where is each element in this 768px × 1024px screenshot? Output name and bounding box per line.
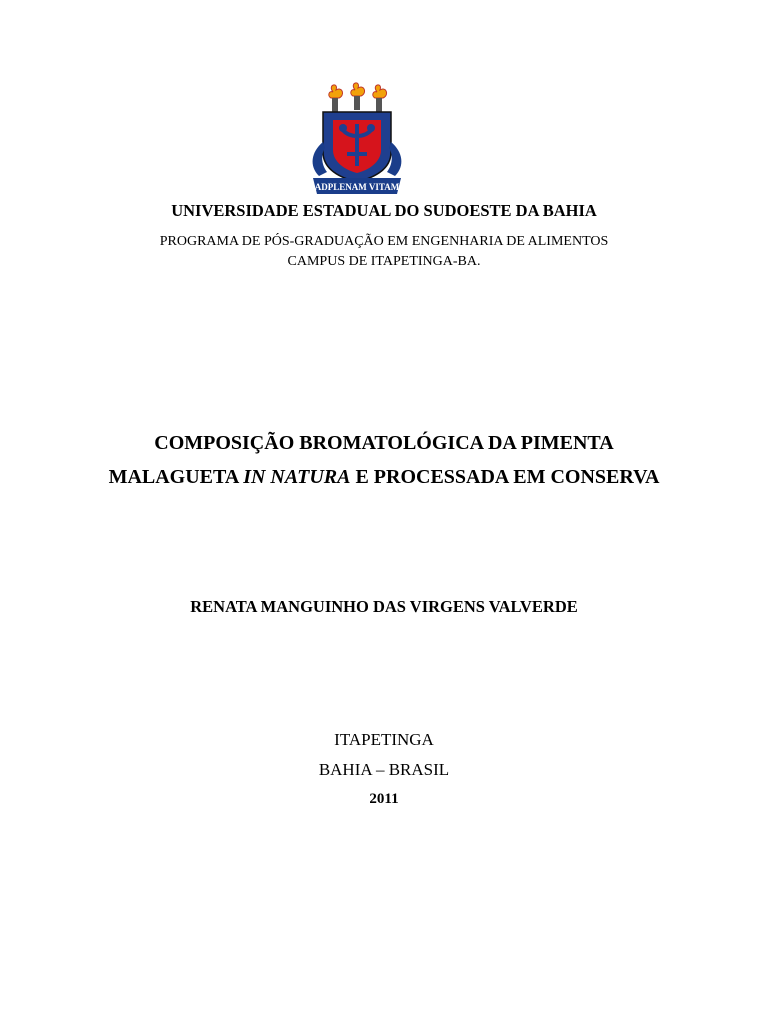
title-italic: IN NATURA — [243, 466, 351, 488]
year: 2011 — [369, 791, 399, 807]
title-prefix: MALAGUETA — [108, 466, 244, 488]
university-name: UNIVERSIDADE ESTADUAL DO SUDOESTE DA BAHIA — [171, 201, 597, 220]
thesis-title-line-2 — [0, 466, 768, 489]
city: ITAPETINGA — [334, 730, 434, 749]
crest-motto: ADPLENAM VITAM — [314, 182, 400, 192]
author-name: RENATA MANGUINHO DAS VIRGENS VALVERDE — [190, 597, 578, 616]
title-suffix: E PROCESSADA EM CONSERVA — [350, 466, 660, 488]
torch-icon — [351, 83, 365, 110]
university-crest-logo — [303, 82, 411, 196]
thesis-title-line-1: COMPOSIÇÃO BROMATOLÓGICA DA PIMENTA — [154, 432, 614, 454]
state-country: BAHIA – BRASIL — [318, 760, 450, 779]
program-name: PROGRAMA DE PÓS-GRADUAÇÃO EM ENGENHARIA DE ALIMENTOS — [159, 234, 609, 249]
torch-icon — [373, 85, 387, 112]
campus-name: CAMPUS DE ITAPETINGA-BA. — [287, 254, 481, 269]
torch-icon — [329, 85, 343, 112]
